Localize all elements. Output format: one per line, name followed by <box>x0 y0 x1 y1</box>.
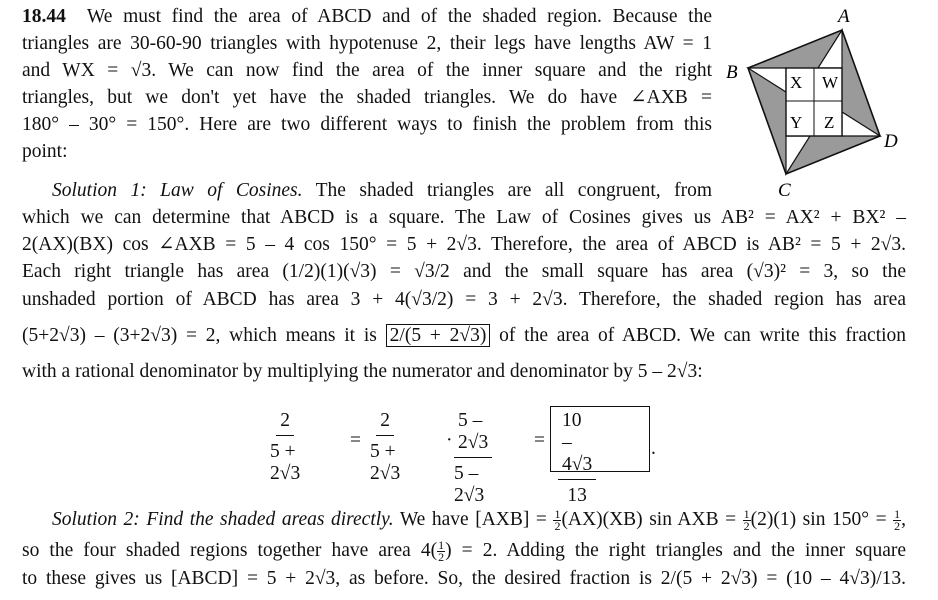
label-A: A <box>838 6 850 27</box>
label-B: B <box>726 62 738 83</box>
boxed-fraction: 2/(5 + 2√3) <box>386 324 491 347</box>
label-W: W <box>822 73 839 92</box>
solution1-line-1-text: The shaded triangles are all congruent, from <box>315 180 712 201</box>
solution2-line-2a: so the four shaded regions together have area 4( <box>22 540 438 561</box>
solution1-line-5: unshaded portion of ABCD has area 3 + 4(√3/2) = 3 + 2√3. Therefore, the shaded region has area <box>22 289 906 310</box>
intro-line-1-text: We must find the area of ABCD and of the shaded region. Because the <box>86 6 713 27</box>
solution1-line-1 <box>52 177 712 204</box>
half-num-3: 1 <box>894 507 901 522</box>
solution1-label: Solution 1: Law of Cosines. <box>52 180 303 201</box>
solution1-line-6-after: of the area of ABCD. We can write this fraction <box>499 325 907 346</box>
eq-fraction-1 <box>270 410 300 485</box>
eq-fraction-4-num: 10 – 4√3 <box>558 410 596 480</box>
eq-fraction-1-den: 5 + 2√3 <box>270 441 301 484</box>
intro-line-5: 180° – 30° = 150°. Here are two different ways to finish the problem from this <box>22 114 712 135</box>
intro-line-3: and WX = √3. We can now find the area of the inner square and the right <box>22 60 712 81</box>
eq-fraction-3 <box>454 410 492 507</box>
problem-number: 18.44 <box>22 6 66 27</box>
solution2-text-2: (AX)(XB) sin AXB = <box>561 509 743 530</box>
half-fraction-3 <box>893 509 901 532</box>
intro-line-6: point: <box>22 141 68 162</box>
solution1-line-6 <box>22 322 906 349</box>
half-num-4: 1 <box>438 538 445 553</box>
half-num-1: 1 <box>554 507 561 522</box>
label-X: X <box>790 73 803 92</box>
eq-fraction-3-num: 5 – 2√3 <box>454 410 492 458</box>
eq-fraction-2-num: 2 <box>376 410 394 436</box>
eq-period: . <box>651 438 656 459</box>
square-diagram <box>718 0 938 205</box>
half-fraction-4 <box>437 540 445 563</box>
eq-fraction-2-den: 5 + 2√3 <box>370 441 401 484</box>
solution2-text-4: , <box>901 509 906 530</box>
half-fraction-2 <box>743 509 751 532</box>
eq-dot: · <box>446 430 453 451</box>
eq-fraction-3-den: 5 – 2√3 <box>454 463 485 506</box>
half-den-1: 2 <box>554 519 561 534</box>
label-Y: Y <box>790 113 803 132</box>
label-D: D <box>884 131 898 152</box>
solution1-line-3: 2(AX)(BX) cos ∠AXB = 5 – 4 cos 150° = 5 + 2√3. Therefore, the area of ABCD is AB² = 5 + 2√3. <box>22 234 906 255</box>
solution2-text-3: (2)(1) sin 150° = <box>750 509 894 530</box>
eq-fraction-4 <box>558 410 596 507</box>
half-den-2: 2 <box>743 519 750 534</box>
solution1-line-4: Each right triangle has area (1/2)(1)(√3) = √3/2 and the small square has area (√3)² = 3, so the <box>22 261 906 282</box>
label-C: C <box>778 180 791 201</box>
half-num-2: 1 <box>743 507 750 522</box>
label-Z: Z <box>824 113 835 132</box>
solution2-label: Solution 2: Find the shaded areas directly. <box>52 509 394 530</box>
intro-line-2: triangles are 30-60-90 triangles with hypotenuse 2, their legs have lengths AW = 1 <box>22 33 712 54</box>
intro-line-4: triangles, but we don't yet have the shaded triangles. We do have ∠AXB = <box>22 87 712 108</box>
solution2-line-3: to these gives us [ABCD] = 5 + 2√3, as before. So, the desired fraction is 2/(5 + 2√3) = (10 – 4√3)/13. <box>22 568 906 589</box>
solution1-line-6-before: (5+2√3) – (3+2√3) = 2, which means it is <box>22 325 377 346</box>
eq-fraction-1-num: 2 <box>276 410 294 436</box>
intro-line-1 <box>22 3 712 30</box>
half-den-4: 2 <box>438 550 445 565</box>
solution2-text-1: We have [AXB] = <box>399 509 554 530</box>
eq-equals-1: = <box>350 430 361 451</box>
solution2-line-2 <box>22 537 906 564</box>
eq-fraction-2 <box>370 410 400 485</box>
eq-equals-2: = <box>534 430 545 451</box>
solution1-line-2: which we can determine that ABCD is a square. The Law of Cosines gives us AB² = AX² + BX² – <box>22 207 906 228</box>
solution2-line-2b: ) = 2. Adding the right triangles and the inner square <box>445 540 906 561</box>
half-den-3: 2 <box>894 519 901 534</box>
eq-fraction-4-den: 13 <box>567 485 587 506</box>
solution2-line-1 <box>52 506 906 533</box>
solution1-line-7: with a rational denominator by multiplying the numerator and denominator by 5 – 2√3: <box>22 361 703 382</box>
